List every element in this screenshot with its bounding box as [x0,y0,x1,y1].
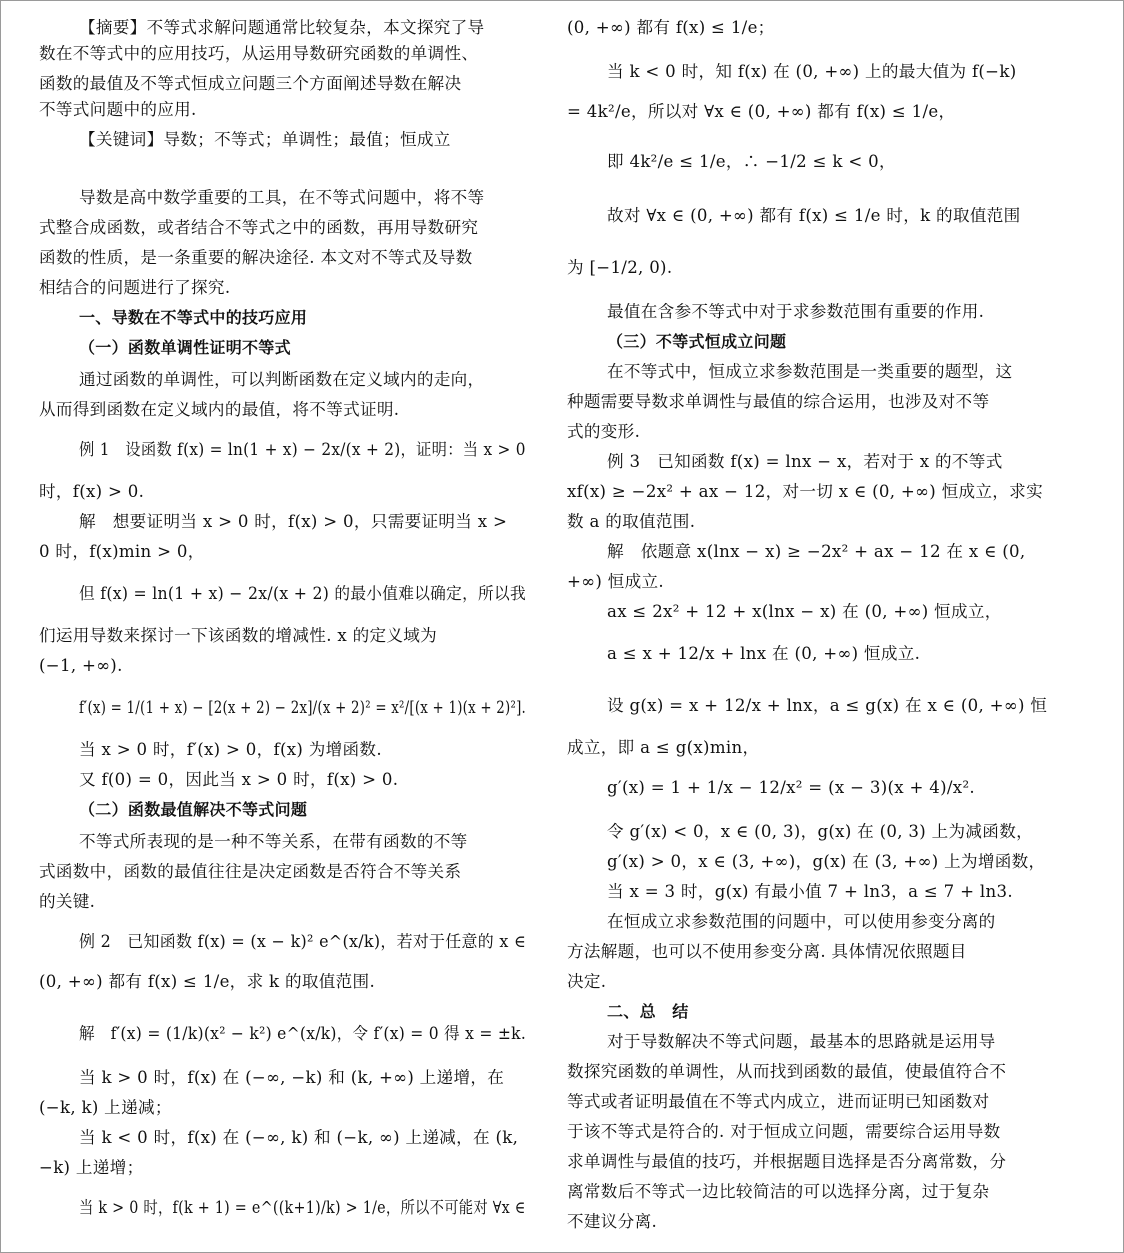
text-line: 函数的性质，是一条重要的解决途径. 本文对不等式及导数 [39,248,473,267]
text-line: 离常数后不等式一边比较简洁的可以选择分离，过于复杂 [567,1182,990,1201]
text-line: g′(x) = 1 + 1/x − 12/x² = (x − 3)(x + 4)/x². [607,778,975,797]
text-line: a ≤ x + 12/x + lnx 在 (0, +∞) 恒成立. [607,644,921,663]
text-line: 最值在含参不等式中对于求参数范围有重要的作用. [607,302,985,321]
text-line: 的关键. [39,892,96,911]
text-line: 故对 ∀x ∈ (0, +∞) 都有 f(x) ≤ 1/e 时，k 的取值范围 [607,206,1021,225]
text-line: 当 k < 0 时，知 f(x) 在 (0, +∞) 上的最大值为 f(−k) [607,62,1017,81]
text-line: 通过函数的单调性，可以判断函数在定义域内的走向， [79,370,485,389]
text-line: 当 x = 3 时，g(x) 有最小值 7 + ln3，a ≤ 7 + ln3. [607,882,1013,901]
text-line: 数 a 的取值范围. [567,512,696,531]
text-line: 不等式所表现的是一种不等关系，在带有函数的不等 [79,832,468,851]
text-line: ax ≤ 2x² + 12 + x(lnx − x) 在 (0, +∞) 恒成立， [607,602,1002,621]
text-line: (0, +∞) 都有 f(x) ≤ 1/e； [567,18,775,37]
text-line: 但 f(x) = ln(1 + x) − 2x/(x + 2) 的最小值难以确定，所以我 [79,584,526,603]
text-line: 解 f′(x) = (1/k)(x² − k²) e^(x/k)，令 f′(x) = 0 得 x = ±k. [79,1024,527,1043]
text-line: (0, +∞) 都有 f(x) ≤ 1/e，求 k 的取值范围. [39,972,376,991]
section-heading: 一、导数在不等式中的技巧应用 [79,308,308,327]
text-line: 不建议分离. [567,1212,658,1231]
text-line: 数在不等式中的应用技巧，从运用导数研究函数的单调性、 [39,44,479,63]
text-line: 在不等式中，恒成立求参数范围是一类重要的题型，这 [607,362,1013,381]
text-line: +∞) 恒成立. [567,572,664,591]
text-line: 解 想要证明当 x > 0 时，f(x) > 0，只需要证明当 x > [79,512,508,531]
text-line: f′(x) = 1/(1 + x) − [2(x + 2) − 2x]/(x + 2)² = x²/[(x + 1)(x + 2)²]. [79,698,527,717]
text-line: 当 k > 0 时，f(x) 在 (−∞, −k) 和 (k, +∞) 上递增，在 [79,1068,505,1087]
text-line: 数探究函数的单调性，从而找到函数的最值，使最值符合不 [567,1062,1007,1081]
text-line: 时，f(x) > 0. [39,482,145,501]
section-heading: （二）函数最值解决不等式问题 [79,800,308,819]
text-line: 式的变形. [567,422,641,441]
text-line: = 4k²/e，所以对 ∀x ∈ (0, +∞) 都有 f(x) ≤ 1/e， [567,102,956,121]
text-line: 当 x > 0 时，f′(x) > 0，f(x) 为增函数. [79,740,382,759]
text-line: 【关键词】导数；不等式；单调性；最值；恒成立 [79,130,451,149]
text-line: 求单调性与最值的技巧，并根据题目选择是否分离常数，分 [567,1152,1007,1171]
text-line: 成立，即 a ≤ g(x)min， [567,738,760,757]
text-line: 当 k < 0 时，f(x) 在 (−∞, k) 和 (−k, ∞) 上递减，在 (k, [79,1128,519,1147]
text-line: g′(x) > 0，x ∈ (3, +∞)，g(x) 在 (3, +∞) 上为增函数， [607,852,1046,871]
text-line: 当 k > 0 时，f(k + 1) = e^((k+1)/k) > 1/e，所以不可能对 ∀x ∈ [79,1198,526,1217]
text-line: 式函数中，函数的最值往往是决定函数是否符合不等关系 [39,862,462,881]
text-line: 相结合的问题进行了探究. [39,278,231,297]
text-line: 从而得到函数在定义域内的最值，将不等式证明. [39,400,400,419]
text-line: 函数的最值及不等式恒成立问题三个方面阐述导数在解决 [39,74,462,93]
text-line: 不等式问题中的应用. [39,100,197,119]
text-line: 方法解题，也可以不使用参变分离. 具体情况依照题目 [567,942,967,961]
text-line: 于该不等式是符合的. 对于恒成立问题，需要综合运用导数 [567,1122,1001,1141]
text-line: (−k, k) 上递减； [39,1098,172,1117]
text-line: xf(x) ≥ −2x² + ax − 12，对一切 x ∈ (0, +∞) 恒成立，求实 [567,482,1043,501]
text-line: 又 f(0) = 0，因此当 x > 0 时，f(x) > 0. [79,770,399,789]
text-line: 等式或者证明最值在不等式内成立，进而证明已知函数对 [567,1092,990,1111]
text-line: 例 3 已知函数 f(x) = lnx − x，若对于 x 的不等式 [607,452,1003,471]
section-heading: （一）函数单调性证明不等式 [79,338,291,357]
text-line: 设 g(x) = x + 12/x + lnx，a ≤ g(x) 在 x ∈ (0, +∞) 恒 [607,696,1048,715]
section-heading: 二、总 结 [607,1002,689,1021]
text-line: 在恒成立求参数范围的问题中，可以使用参变分离的 [607,912,996,931]
text-line: 式整合成函数，或者结合不等式之中的函数，再用导数研究 [39,218,479,237]
text-line: −k) 上递增； [39,1158,144,1177]
text-line: 解 依题意 x(lnx − x) ≥ −2x² + ax − 12 在 x ∈ (0, [607,542,1026,561]
text-line: (−1, +∞). [39,656,123,675]
text-line: 0 时，f(x)min > 0， [39,542,205,561]
text-line: 例 1 设函数 f(x) = ln(1 + x) − 2x/(x + 2)，证明：当 x > 0 [79,440,526,459]
text-line: 例 2 已知函数 f(x) = (x − k)² e^(x/k)，若对于任意的 x ∈ [79,932,527,951]
text-line: 即 4k²/e ≤ 1/e，∴ −1/2 ≤ k < 0， [607,152,896,171]
text-line: 令 g′(x) < 0，x ∈ (0, 3)，g(x) 在 (0, 3) 上为减函数， [607,822,1033,841]
text-line: 【摘要】不等式求解问题通常比较复杂，本文探究了导 [79,18,485,37]
text-line: 决定. [567,972,607,991]
text-line: 种题需要导数求单调性与最值的综合运用，也涉及对不等 [567,392,990,411]
section-heading: （三）不等式恒成立问题 [607,332,787,351]
text-line: 为 [−1/2, 0). [567,258,673,277]
text-line: 们运用导数来探讨一下该函数的增减性. x 的定义域为 [39,626,438,645]
text-line: 导数是高中数学重要的工具，在不等式问题中，将不等 [79,188,485,207]
text-line: 对于导数解决不等式问题，最基本的思路就是运用导 [607,1032,996,1051]
